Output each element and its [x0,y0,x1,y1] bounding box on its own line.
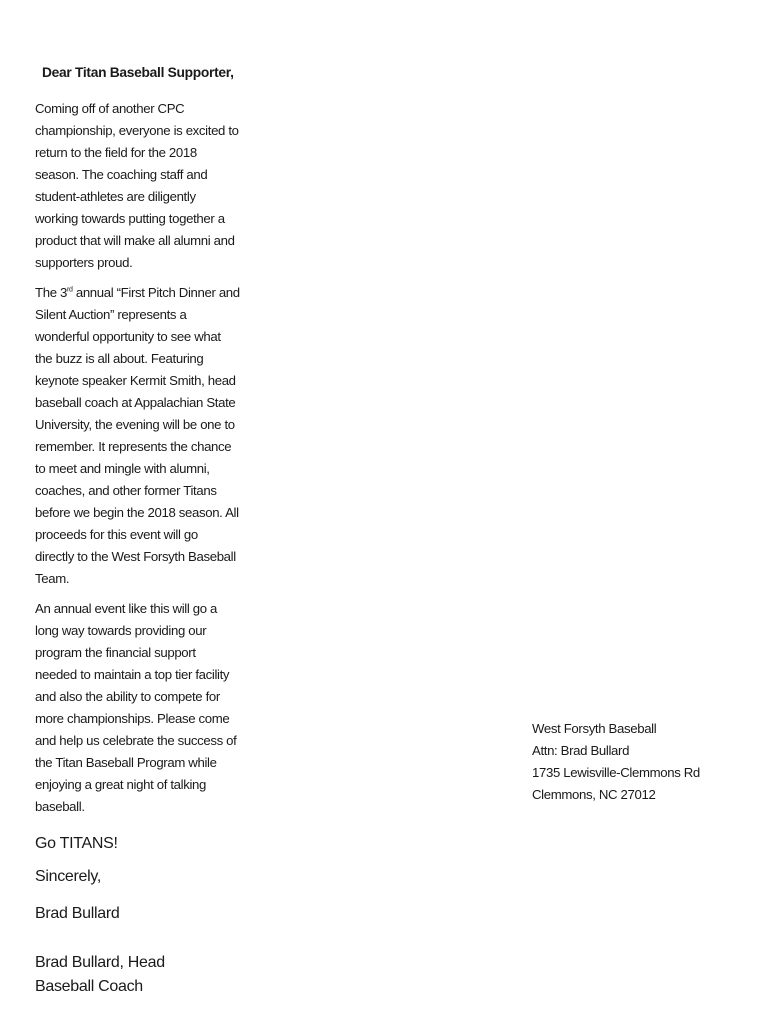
address-line-2: Attn: Brad Bullard [532,743,630,758]
sincerely-line: Sincerely, [35,868,102,885]
address-line-1: West Forsyth Baseball [532,721,657,736]
signature-name: Brad Bullard [35,905,120,922]
ordinal-suffix: rd [66,286,73,294]
letter-paragraph-2 [35,282,240,590]
go-titans-line: Go TITANS! [35,835,118,852]
paragraph-2-start: The 3 [35,285,67,300]
letter-body [35,62,240,999]
signature-title: Brad Bullard, Head Baseball Coach [35,954,165,995]
letter-paragraph-3: An annual event like this will go a long way towards providing our program the financial support needed to maintain a top tier facility and also the ability to compete for more championships. Please come and help us celebrate the success of the Titan Baseball Program while enjoying a great night of talking baseball. [35,601,237,814]
letter-paragraph-1: Coming off of another CPC championship, everyone is excited to return to the field for the 2018 season. The coaching staff and student-athletes are diligently working towards putting together a product that will make all alumni and supporters proud. [35,101,239,270]
address-line-4: Clemmons, NC 27012 [532,787,656,802]
letter-greeting: Dear Titan Baseball Supporter, [42,65,234,80]
mailing-address [532,718,702,806]
address-line-3: 1735 Lewisville-Clemmons Rd [532,765,700,780]
paragraph-2-rest: annual “First Pitch Dinner and Silent Auction” represents a wonderful opportunity to see what the buzz is all about. Featuring keynote speaker Kermit Smith, head baseball coach at Appalachian State University, the evening will be one to remember. It represents the chance to meet and mingle with alumni, coaches, and other former Titans before we begin the 2018 season. All proceeds for this event will go directly to the West Forsyth Baseball Team. [35,285,240,586]
